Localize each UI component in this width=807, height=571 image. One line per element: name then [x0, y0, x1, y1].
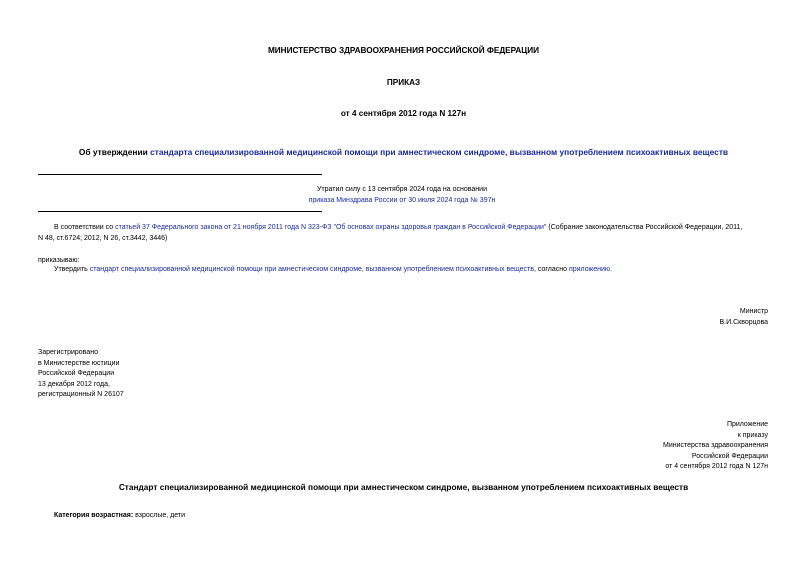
- document-title: [0, 146, 807, 158]
- divider-bottom: [38, 211, 322, 212]
- appendix-block: [500, 420, 768, 473]
- appendix-line: Российской Федерации: [691, 452, 768, 460]
- document-title-link[interactable]: стандарта специализированной медицинской помощи при амнестическом синдроме, вызванном употреблением психоактивных веществ: [150, 147, 729, 157]
- appendix-line: Министерства здравоохранения: [663, 442, 768, 449]
- registration-line: регистрационный N 26107: [38, 391, 124, 398]
- preamble: [38, 223, 778, 244]
- order-date-number: от 4 сентября 2012 года N 127н: [340, 109, 467, 118]
- registration-line: Российской Федерации: [38, 370, 115, 377]
- appendix-line: к приказу: [737, 431, 768, 439]
- preamble-text-start: В соответствии со: [54, 224, 116, 231]
- signature-position: Министр: [739, 308, 768, 315]
- approve-text-start: Утвердить: [54, 266, 90, 273]
- document-title-prefix: Об утверждении: [78, 147, 151, 157]
- approve-text-middle: , согласно: [533, 266, 569, 273]
- registration-line: в Министерстве юстиции: [38, 359, 120, 367]
- standard-title: Стандарт специализированной медицинской помощи при амнестическом синдроме, вызванном употреблением психоактивных веществ: [118, 482, 689, 492]
- registration-line: Зарегистрировано: [38, 349, 98, 356]
- age-category-value: взрослые, дети: [133, 512, 186, 519]
- preamble-text-end: (Собрание законодательства Российской Федерации, 2011,: [546, 224, 743, 231]
- approve-paragraph: [54, 265, 784, 276]
- registration-line: 13 декабря 2012 года,: [38, 380, 110, 388]
- appendix-line: от 4 сентября 2012 года N 127н: [665, 463, 768, 470]
- ministry-heading: МИНИСТЕРСТВО ЗДРАВООХРАНЕНИЯ РОССИЙСКОЙ ФЕДЕРАЦИИ: [267, 46, 540, 55]
- order-heading: ПРИКАЗ: [386, 78, 421, 87]
- approve-text-end: .: [610, 266, 613, 273]
- approve-standard-link[interactable]: стандарт специализированной медицинской помощи при амнестическом синдроме, вызванном употреблением психоактивных веществ: [89, 266, 534, 273]
- order-word: приказываю:: [38, 257, 80, 264]
- preamble-law-link[interactable]: статьей 37 Федерального закона от 21 ноября 2011 года N 323-ФЗ "Об основах охраны здоровья граждан в Российской Федерации": [115, 224, 547, 231]
- age-category-label: Категория возрастная:: [54, 512, 134, 519]
- age-category: [54, 511, 185, 522]
- status-note: [160, 185, 644, 206]
- divider-top: [38, 174, 322, 175]
- signature-block: [500, 307, 768, 328]
- preamble-line2: N 48, ст.6724; 2012, N 26, ст.3442, 3446): [38, 234, 168, 242]
- signature-name: В.И.Скворцова: [719, 318, 768, 326]
- status-note-text: Утратил силу с 13 сентября 2024 года на основании: [316, 186, 487, 193]
- registration-block: [38, 348, 238, 401]
- status-note-link[interactable]: приказа Минздрава России от 30 июля 2024 года № 397н: [308, 196, 496, 204]
- appendix-line: Приложение: [726, 421, 768, 428]
- approve-appendix-link[interactable]: приложению: [568, 266, 611, 273]
